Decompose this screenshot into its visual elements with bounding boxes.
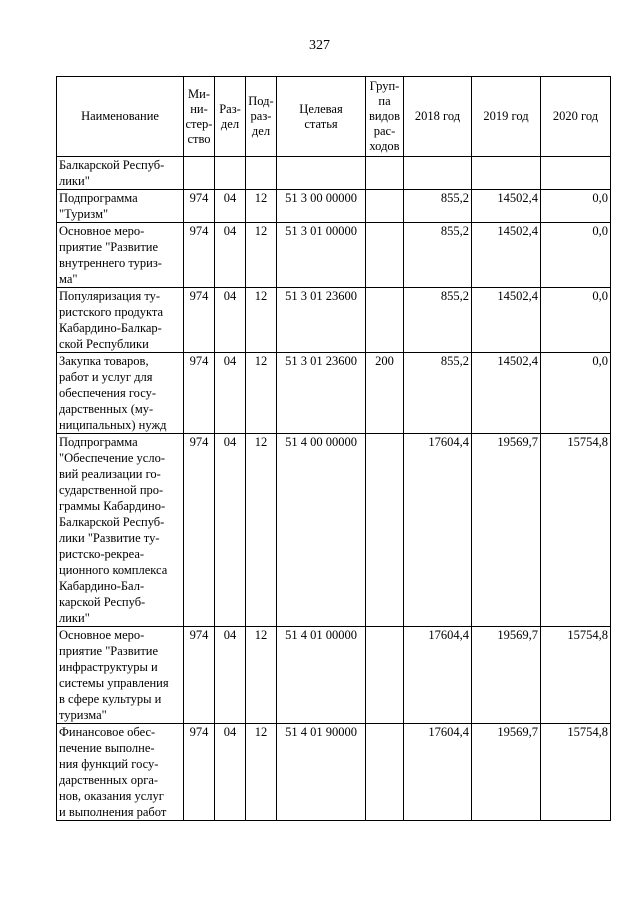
amount-2018-cell: 855,2: [404, 288, 472, 353]
header-line: ходов: [369, 139, 400, 153]
name-line: Балкарской Респуб-: [59, 515, 165, 529]
header-ministry: [184, 77, 215, 157]
section-cell: 04: [215, 724, 246, 821]
amount-2019-cell: 14502,4: [472, 223, 541, 288]
target-article-cell: [277, 157, 366, 190]
subsection-cell: [246, 157, 277, 190]
target-article-cell: 51 3 01 23600: [277, 288, 366, 353]
name-line: Основное меро-: [59, 224, 145, 238]
name-line: приятие "Развитие: [59, 644, 159, 658]
header-line: раз-: [250, 109, 272, 123]
header-line: статья: [304, 116, 338, 131]
subsection-cell: 12: [246, 353, 277, 434]
name-cell: [57, 157, 184, 190]
expense-group-cell: [366, 288, 404, 353]
ministry-cell: 974: [184, 434, 215, 627]
section-cell: 04: [215, 627, 246, 724]
amount-2018-cell: 855,2: [404, 353, 472, 434]
amount-2019-cell: 14502,4: [472, 288, 541, 353]
page-number: 327: [309, 38, 330, 53]
amount-2020-cell: 0,0: [541, 190, 611, 223]
name-cell: [57, 288, 184, 353]
amount-2019-cell: 19569,7: [472, 724, 541, 821]
header-line: 2020 год: [552, 109, 599, 123]
header-line: Груп-: [369, 79, 400, 93]
ministry-cell: 974: [184, 190, 215, 223]
header-line: рас-: [373, 124, 396, 138]
name-line: Подпрограмма: [59, 191, 138, 205]
amount-2018-cell: 17604,4: [404, 434, 472, 627]
target-article-cell: 51 4 00 00000: [277, 434, 366, 627]
table-row: [57, 288, 611, 353]
amount-2018-cell: 855,2: [404, 223, 472, 288]
table-row: [57, 627, 611, 724]
ministry-cell: 974: [184, 223, 215, 288]
header-line: дел: [251, 124, 271, 138]
header-2020: [541, 77, 611, 157]
name-line: лики": [59, 611, 90, 625]
name-line: вий реализации го-: [59, 467, 161, 481]
name-line: ской Республики: [59, 337, 149, 351]
name-cell: [57, 434, 184, 627]
name-line: Подпрограмма: [59, 435, 138, 449]
amount-2020-cell: 15754,8: [541, 434, 611, 627]
name-line: системы управления: [59, 676, 169, 690]
amount-2019-cell: 14502,4: [472, 190, 541, 223]
table-header-row: [57, 77, 611, 157]
name-line: Кабардино-Балкар-: [59, 321, 162, 335]
table-row: [57, 190, 611, 223]
amount-2020-cell: 15754,8: [541, 724, 611, 821]
ministry-cell: 974: [184, 724, 215, 821]
name-line: Закупка товаров,: [59, 354, 149, 368]
name-line: ма": [59, 272, 78, 286]
expense-group-cell: [366, 724, 404, 821]
expense-group-cell: [366, 434, 404, 627]
amount-2020-cell: 15754,8: [541, 627, 611, 724]
header-line: Под-: [248, 94, 274, 108]
ministry-cell: 974: [184, 288, 215, 353]
name-line: Финансовое обес-: [59, 725, 156, 739]
name-line: ния функций госу-: [59, 757, 159, 771]
table-row: [57, 724, 611, 821]
amount-2019-cell: 19569,7: [472, 627, 541, 724]
amount-2020-cell: 0,0: [541, 288, 611, 353]
header-line: Ми-: [188, 86, 210, 101]
name-line: "Туризм": [59, 207, 109, 221]
name-line: лики "Развитие ту-: [59, 531, 160, 545]
name-line: нов, оказания услуг: [59, 789, 164, 803]
header-name: [57, 77, 184, 157]
header-line: 2018 год: [414, 109, 461, 123]
subsection-cell: 12: [246, 190, 277, 223]
amount-2018-cell: 17604,4: [404, 724, 472, 821]
amount-2019-cell: 19569,7: [472, 434, 541, 627]
header-line: Раз-: [219, 101, 241, 116]
header-line: ство: [187, 131, 211, 146]
name-line: ционного комплекса: [59, 563, 168, 577]
name-line: в сфере культуры и: [59, 692, 162, 706]
header-line: дел: [220, 116, 240, 131]
name-cell: [57, 223, 184, 288]
name-cell: [57, 724, 184, 821]
section-cell: 04: [215, 288, 246, 353]
amount-2019-cell: [472, 157, 541, 190]
subsection-cell: 12: [246, 724, 277, 821]
section-cell: 04: [215, 190, 246, 223]
name-line: дарственных (му-: [59, 402, 154, 416]
table-row: [57, 434, 611, 627]
header-2018: [404, 77, 472, 157]
table-body: [57, 157, 611, 821]
ministry-cell: 974: [184, 627, 215, 724]
header-target: [277, 77, 366, 157]
name-line: инфраструктуры и: [59, 660, 158, 674]
name-line: ристско-рекреа-: [59, 547, 145, 561]
name-line: лики": [59, 174, 90, 188]
expense-group-cell: 200: [366, 353, 404, 434]
amount-2020-cell: 0,0: [541, 223, 611, 288]
name-line: печение выполне-: [59, 741, 155, 755]
section-cell: 04: [215, 353, 246, 434]
amount-2018-cell: [404, 157, 472, 190]
name-line: карской Респуб-: [59, 595, 146, 609]
name-line: Балкарской Респуб-: [59, 158, 165, 172]
header-expense-group: [366, 77, 404, 157]
target-article-cell: 51 4 01 00000: [277, 627, 366, 724]
header-subsection: [246, 77, 277, 157]
header-line: ни-: [190, 101, 208, 116]
table-row: [57, 353, 611, 434]
name-line: сударственной про-: [59, 483, 164, 497]
expense-group-cell: [366, 190, 404, 223]
subsection-cell: 12: [246, 223, 277, 288]
name-line: внутреннего туриз-: [59, 256, 162, 270]
section-cell: [215, 157, 246, 190]
amount-2019-cell: 14502,4: [472, 353, 541, 434]
target-article-cell: 51 4 01 90000: [277, 724, 366, 821]
expense-group-cell: [366, 627, 404, 724]
expense-group-cell: [366, 157, 404, 190]
amount-2020-cell: [541, 157, 611, 190]
name-line: туризма": [59, 708, 107, 722]
name-cell: [57, 353, 184, 434]
name-line: граммы Кабардино-: [59, 499, 166, 513]
name-line: приятие "Развитие: [59, 240, 159, 254]
expense-group-cell: [366, 223, 404, 288]
name-line: Популяризация ту-: [59, 289, 161, 303]
amount-2018-cell: 17604,4: [404, 627, 472, 724]
name-line: "Обеспечение усло-: [59, 451, 165, 465]
name-cell: [57, 190, 184, 223]
name-line: работ и услуг для: [59, 370, 153, 384]
header-line: Целевая: [299, 101, 343, 116]
header-2019: [472, 77, 541, 157]
ministry-cell: [184, 157, 215, 190]
name-line: ниципальных) нужд: [59, 418, 167, 432]
header-line: стер-: [185, 116, 213, 131]
subsection-cell: 12: [246, 434, 277, 627]
section-cell: 04: [215, 434, 246, 627]
name-line: Кабардино-Бал-: [59, 579, 145, 593]
name-line: ристского продукта: [59, 305, 164, 319]
header-line: па: [378, 94, 391, 108]
amount-2018-cell: 855,2: [404, 190, 472, 223]
table-row: [57, 157, 611, 190]
amount-2020-cell: 0,0: [541, 353, 611, 434]
header-line: 2019 год: [483, 109, 529, 123]
name-line: и выполнения работ: [59, 805, 167, 819]
target-article-cell: 51 3 01 00000: [277, 223, 366, 288]
ministry-cell: 974: [184, 353, 215, 434]
section-cell: 04: [215, 223, 246, 288]
header-line: Наименование: [81, 109, 159, 123]
subsection-cell: 12: [246, 288, 277, 353]
target-article-cell: 51 3 01 23600: [277, 353, 366, 434]
subsection-cell: 12: [246, 627, 277, 724]
header-line: видов: [368, 109, 401, 123]
table-row: [57, 223, 611, 288]
target-article-cell: 51 3 00 00000: [277, 190, 366, 223]
budget-table: [56, 76, 611, 821]
header-section: [215, 77, 246, 157]
name-cell: [57, 627, 184, 724]
name-line: дарственных орга-: [59, 773, 159, 787]
name-line: Основное меро-: [59, 628, 145, 642]
name-line: обеспечения госу-: [59, 386, 157, 400]
